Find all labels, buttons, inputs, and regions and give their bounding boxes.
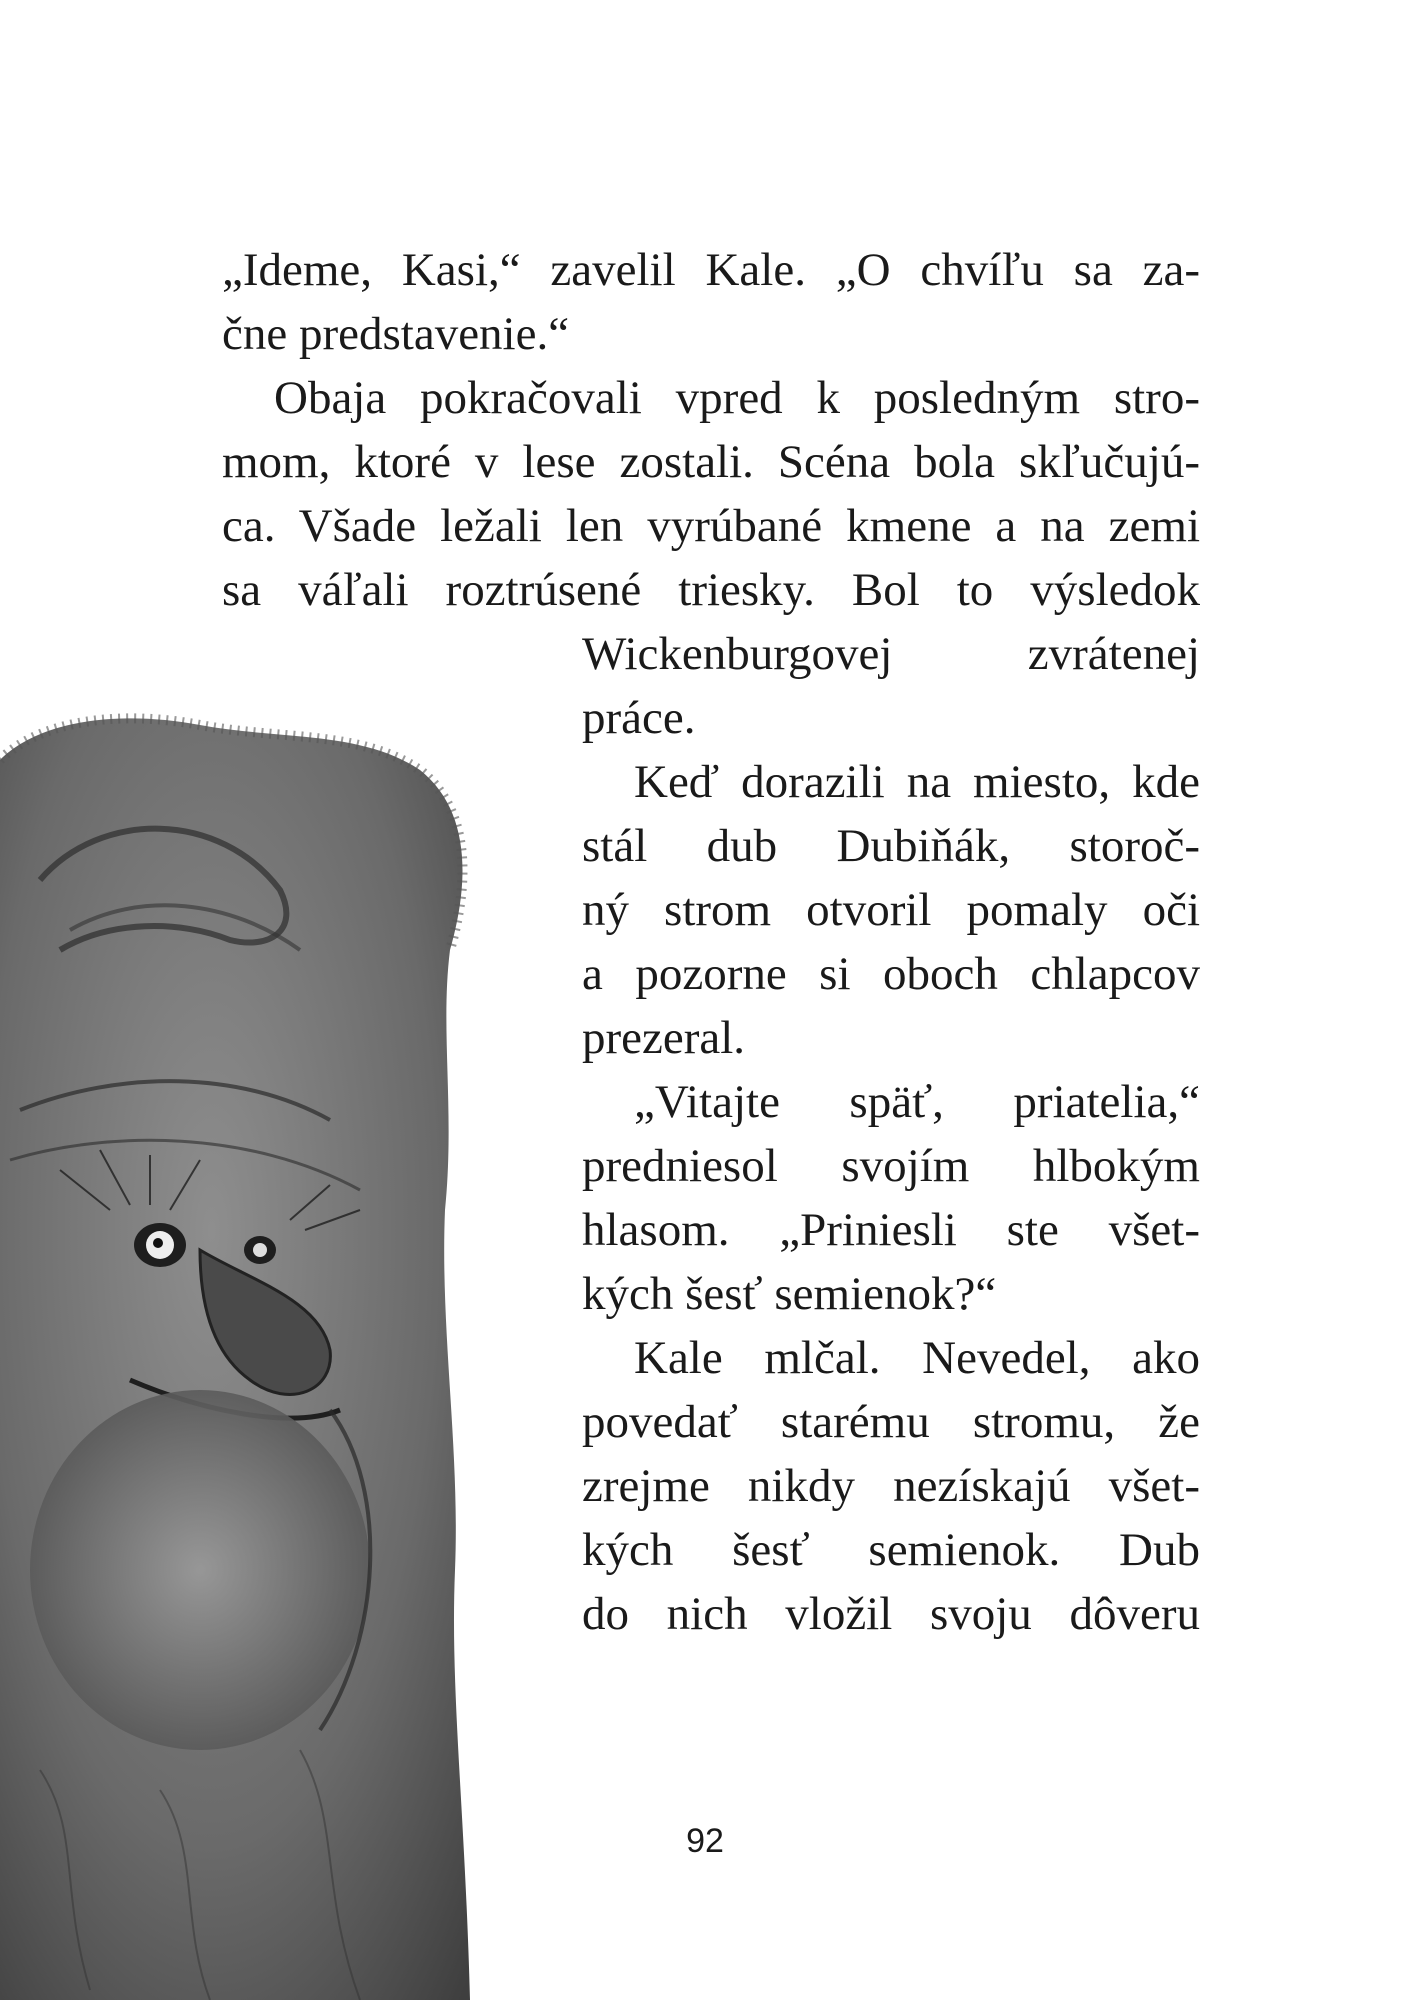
text-line: Obaja pokračovali vpred k posledným stro-	[274, 372, 1200, 424]
text-line: hlasom. „Priniesli ste všet-	[582, 1204, 1200, 1256]
text-line: Keď dorazili na miesto, kde	[634, 756, 1200, 808]
text-line: „Vitajte späť, priatelia,“	[634, 1076, 1200, 1128]
old-oak-tree-face-icon	[0, 690, 520, 2000]
text-line: a pozorne si oboch chlapcov	[582, 948, 1200, 1000]
text-line: kých šesť semienok. Dub	[582, 1524, 1200, 1576]
text-line: „Ideme, Kasi,“ zavelil Kale. „O chvíľu sa za-	[222, 244, 1200, 296]
text-line: čne predstavenie.“	[222, 308, 570, 360]
text-line: kých šesť semienok?“	[582, 1268, 997, 1320]
text-line: povedať starému stromu, že	[582, 1396, 1200, 1448]
text-line: stál dub Dubiňák, storoč-	[582, 820, 1200, 872]
text-line: ný strom otvoril pomaly oči	[582, 884, 1200, 936]
text-line: predniesol svojím hlbokým	[582, 1140, 1200, 1192]
text-line: práce.	[582, 692, 696, 744]
text-line: sa váľali roztrúsené triesky. Bol to výsledok	[222, 564, 1200, 616]
text-line: Wickenburgovej zvrátenej	[582, 628, 1200, 680]
page-number: 92	[686, 1822, 724, 1860]
text-line: ca. Všade ležali len vyrúbané kmene a na zemi	[222, 500, 1200, 552]
text-line: Kale mlčal. Nevedel, ako	[634, 1332, 1200, 1384]
text-line: mom, ktoré v lese zostali. Scéna bola skľučujú-	[222, 436, 1200, 488]
text-line: do nich vložil svoju dôveru	[582, 1588, 1200, 1640]
text-line: prezeral.	[582, 1012, 746, 1064]
text-line: zrejme nikdy nezískajú všet-	[582, 1460, 1200, 1512]
